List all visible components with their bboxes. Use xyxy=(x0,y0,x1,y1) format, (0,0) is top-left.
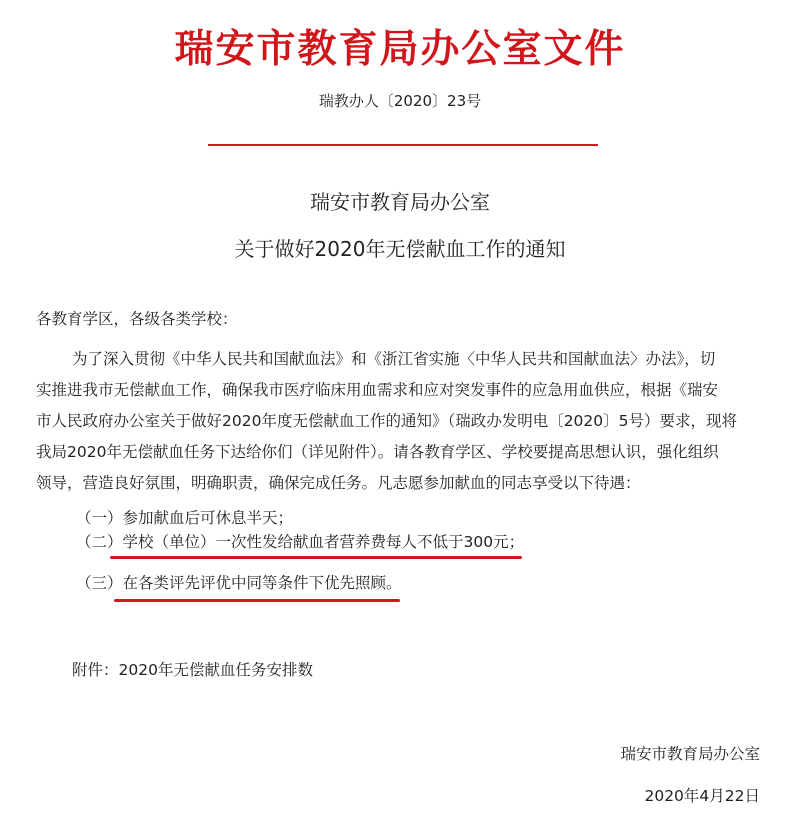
paragraph-line: 我局2020年无偿献血任务下达给你们（详见附件）。请各教育学区、学校要提高思想认识，强化组织 xyxy=(36,443,719,461)
paragraph-line: 领导，营造良好氛围，明确职责，确保完成任务。凡志愿参加献血的同志享受以下待遇： xyxy=(36,474,641,492)
header-divider xyxy=(208,144,598,146)
benefit-item-3: （三）在各类评先评优中同等条件下优先照顾。 xyxy=(76,574,402,592)
benefit-item-2: （二）学校（单位）一次性发给献血者营养费每人不低于300元； xyxy=(76,533,525,551)
attachment-note: 附件：2020年无偿献血任务安排数 xyxy=(72,661,313,679)
notice-title-issuer: 瑞安市教育局办公室 xyxy=(310,190,490,214)
paragraph-line: 实推进我市无偿献血工作，确保我市医疗临床用血需求和应对突发事件的应急用血供应，根据《瑞安 xyxy=(36,381,719,399)
issue-date: 2020年4月22日 xyxy=(644,787,760,805)
highlight-underline-item-3 xyxy=(114,599,400,602)
document-number: 瑞教办人〔2020〕23号 xyxy=(318,92,482,110)
issuer-signature: 瑞安市教育局办公室 xyxy=(620,745,760,763)
benefit-item-1: （一）参加献血后可休息半天； xyxy=(76,509,294,527)
salutation: 各教育学区，各级各类学校： xyxy=(36,310,238,328)
document-header-title: 瑞安市教育局办公室文件 xyxy=(174,26,626,72)
paragraph-line: 为了深入贯彻《中华人民共和国献血法》和《浙江省实施〈中华人民共和国献血法〉办法》，切 xyxy=(72,350,716,368)
notice-title-subject: 关于做好2020年无偿献血工作的通知 xyxy=(234,237,566,261)
paragraph-line: 市人民政府办公室关于做好2020年度无偿献血工作的通知》（瑞政办发明电〔2020〕5号）要求，现将 xyxy=(36,412,738,430)
highlight-underline-item-2 xyxy=(110,556,522,559)
